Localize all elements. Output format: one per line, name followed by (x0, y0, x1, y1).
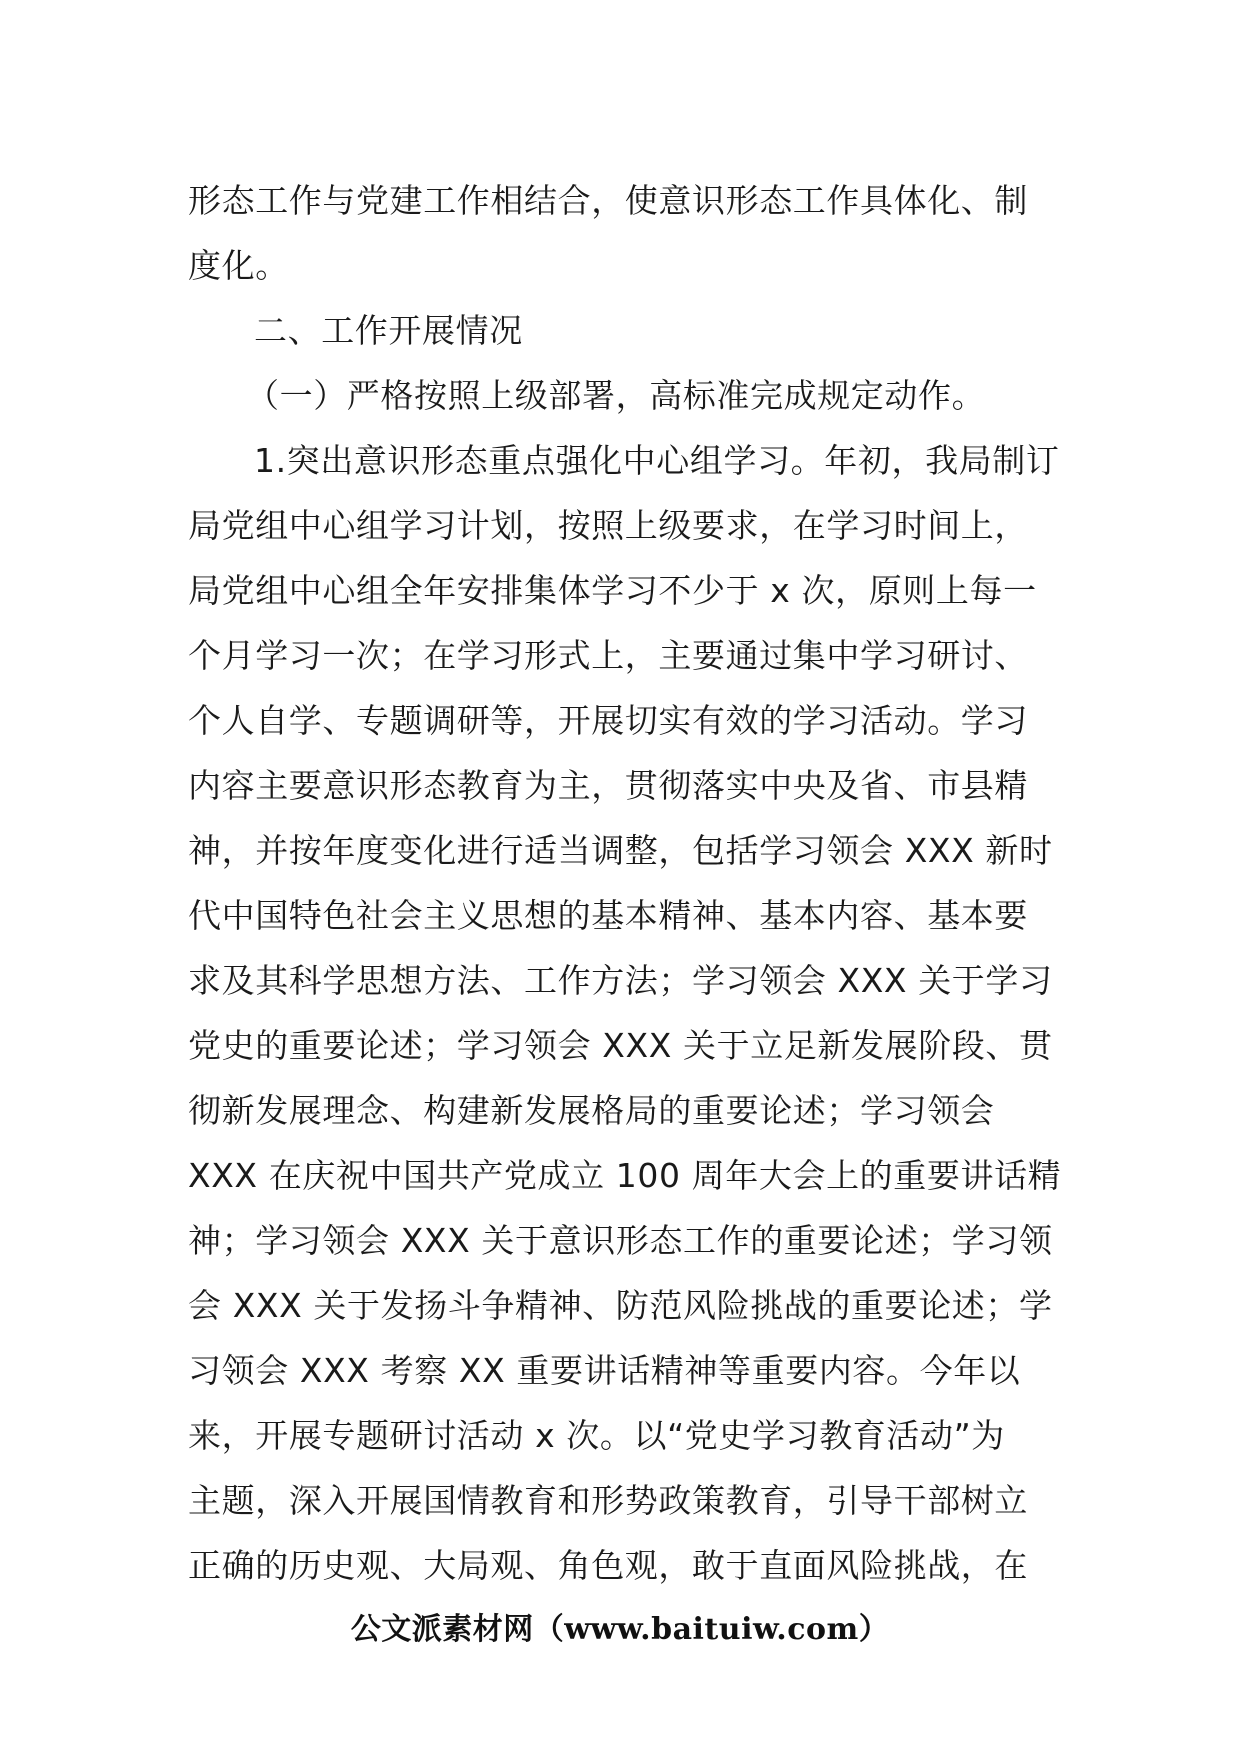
body-line: 来，开展专题研讨活动 x 次。以“党史学习教育活动”为 (188, 1416, 1005, 1455)
section-heading: 二、工作开展情况 (254, 311, 523, 350)
body-line: 个人自学、专题调研等，开展切实有效的学习活动。学习 (188, 701, 1028, 740)
body-line: 局党组中心组学习计划，按照上级要求，在学习时间上， (188, 506, 1028, 545)
body-line: 会 XXX 关于发扬斗争精神、防范风险挑战的重要论述；学 (188, 1286, 1053, 1325)
body-line: 局党组中心组全年安排集体学习不少于 x 次，原则上每一 (188, 571, 1037, 610)
body-line: 神；学习领会 XXX 关于意识形态工作的重要论述；学习领 (188, 1221, 1053, 1260)
body-line: 形态工作与党建工作相结合，使意识形态工作具体化、制 (188, 181, 1028, 220)
subsection-heading: （一）严格按照上级部署，高标准完成规定动作。 (246, 376, 986, 415)
body-line: 代中国特色社会主义思想的基本精神、基本内容、基本要 (188, 896, 1028, 935)
document-body (188, 168, 1062, 1598)
body-line: 神，并按年度变化进行适当调整，包括学习领会 XXX 新时 (188, 831, 1053, 870)
body-line: 党史的重要论述；学习领会 XXX 关于立足新发展阶段、贯 (188, 1026, 1053, 1065)
body-line: 彻新发展理念、构建新发展格局的重要论述；学习领会 (188, 1091, 995, 1130)
body-line: 个月学习一次；在学习形式上，主要通过集中学习研讨、 (188, 636, 1028, 675)
body-line: 正确的历史观、大局观、角色观，敢于直面风险挑战，在 (188, 1546, 1028, 1585)
paragraph-start-line: 1.突出意识形态重点强化中心组学习。年初，我局制订 (254, 441, 1060, 480)
body-line: 求及其科学思想方法、工作方法；学习领会 XXX 关于学习 (188, 961, 1053, 1000)
body-line: 内容主要意识形态教育为主，贯彻落实中央及省、市县精 (188, 766, 1028, 805)
body-line: 习领会 XXX 考察 XX 重要讲话精神等重要内容。今年以 (188, 1351, 1021, 1390)
body-line: 度化。 (188, 246, 289, 285)
body-line: 主题，深入开展国情教育和形势政策教育，引导干部树立 (188, 1481, 1028, 1520)
body-line: XXX 在庆祝中国共产党成立 100 周年大会上的重要讲话精 (188, 1156, 1062, 1195)
footer-watermark: 公文派素材网（www.baituiw.com） (350, 1612, 890, 1647)
